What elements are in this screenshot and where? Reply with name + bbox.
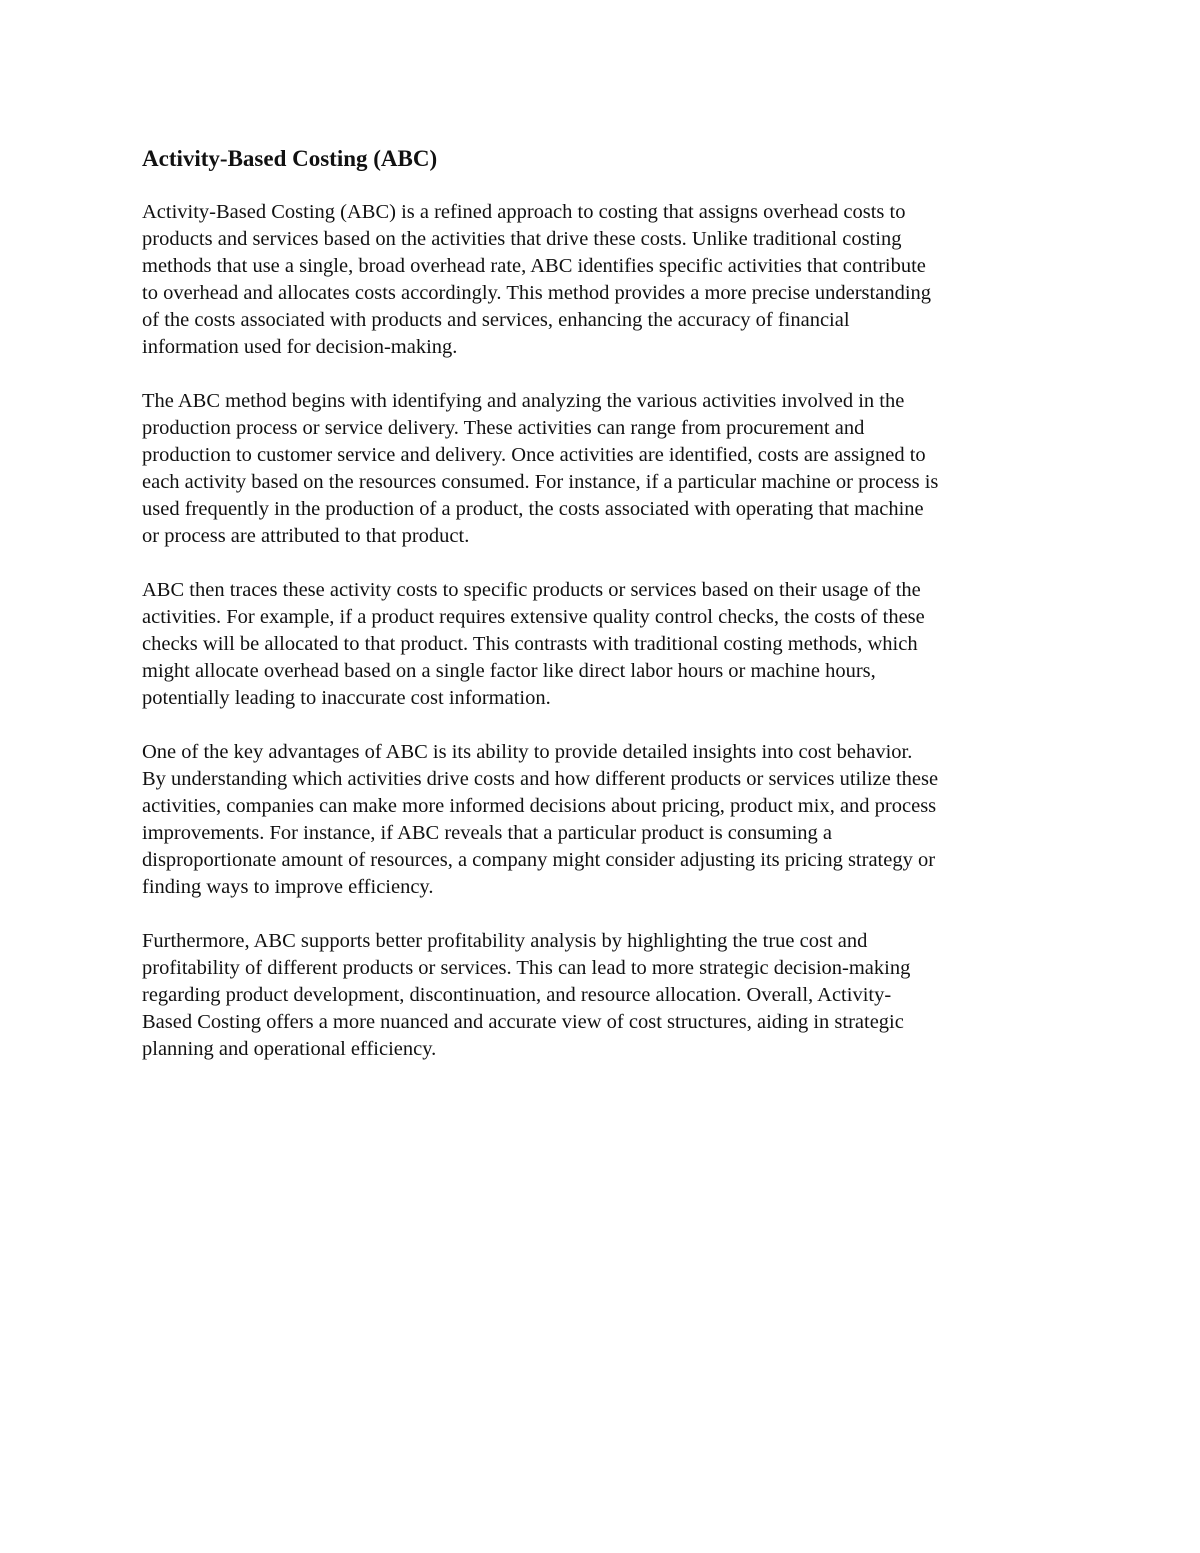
paragraph-line: regarding product development, discontinuation, and resource allocation. Overall, Activity- [142, 984, 892, 1006]
paragraph-line: production to customer service and delivery. Once activities are identified, costs are assigned to [142, 444, 926, 466]
paragraph-line: used frequently in the production of a product, the costs associated with operating that machine [142, 498, 924, 520]
paragraph-line: Activity-Based Costing (ABC) is a refined approach to costing that assigns overhead costs to [142, 201, 906, 223]
paragraph-line: By understanding which activities drive costs and how different products or services utilize these [142, 768, 939, 790]
paragraph-line: checks will be allocated to that product. This contrasts with traditional costing methods, which [142, 633, 918, 655]
body-paragraph [142, 388, 1067, 550]
document-title: Activity-Based Costing (ABC) [142, 146, 438, 171]
paragraph-line: might allocate overhead based on a single factor like direct labor hours or machine hours, [142, 660, 876, 682]
paragraph-line: information used for decision-making. [142, 336, 458, 358]
document-body [142, 199, 1067, 1063]
paragraph-line: potentially leading to inaccurate cost information. [142, 687, 551, 709]
paragraph-line: profitability of different products or services. This can lead to more strategic decision-making [142, 957, 911, 979]
paragraph-line: of the costs associated with products and services, enhancing the accuracy of financial [142, 309, 850, 331]
paragraph-line: Furthermore, ABC supports better profitability analysis by highlighting the true cost and [142, 930, 868, 952]
body-paragraph [142, 928, 1067, 1063]
paragraph-line: each activity based on the resources consumed. For instance, if a particular machine or process is [142, 471, 939, 493]
paragraph-line: disproportionate amount of resources, a company might consider adjusting its pricing strategy or [142, 849, 936, 871]
body-paragraph [142, 199, 1067, 361]
paragraph-line: or process are attributed to that product. [142, 525, 470, 547]
paragraph-line: products and services based on the activities that drive these costs. Unlike traditional costing [142, 228, 902, 250]
body-paragraph [142, 577, 1067, 712]
paragraph-line: improvements. For instance, if ABC reveals that a particular product is consuming a [142, 822, 833, 844]
paragraph-line: production process or service delivery. These activities can range from procurement and [142, 417, 865, 439]
paragraph-line: One of the key advantages of ABC is its ability to provide detailed insights into cost behavior. [142, 741, 913, 763]
paragraph-line: Based Costing offers a more nuanced and accurate view of cost structures, aiding in strategic [142, 1011, 904, 1033]
paragraph-line: methods that use a single, broad overhead rate, ABC identifies specific activities that contribute [142, 255, 926, 277]
paragraph-line: planning and operational efficiency. [142, 1038, 437, 1060]
paragraph-line: finding ways to improve efficiency. [142, 876, 434, 898]
paragraph-line: activities. For example, if a product requires extensive quality control checks, the costs of these [142, 606, 925, 628]
document-content [142, 141, 1067, 1090]
paragraph-line: to overhead and allocates costs accordingly. This method provides a more precise understanding [142, 282, 932, 304]
paragraph-line: ABC then traces these activity costs to specific products or services based on their usage of the [142, 579, 921, 601]
paragraph-line: activities, companies can make more informed decisions about pricing, product mix, and process [142, 795, 937, 817]
paragraph-line: The ABC method begins with identifying and analyzing the various activities involved in the [142, 390, 905, 412]
body-paragraph [142, 739, 1067, 901]
